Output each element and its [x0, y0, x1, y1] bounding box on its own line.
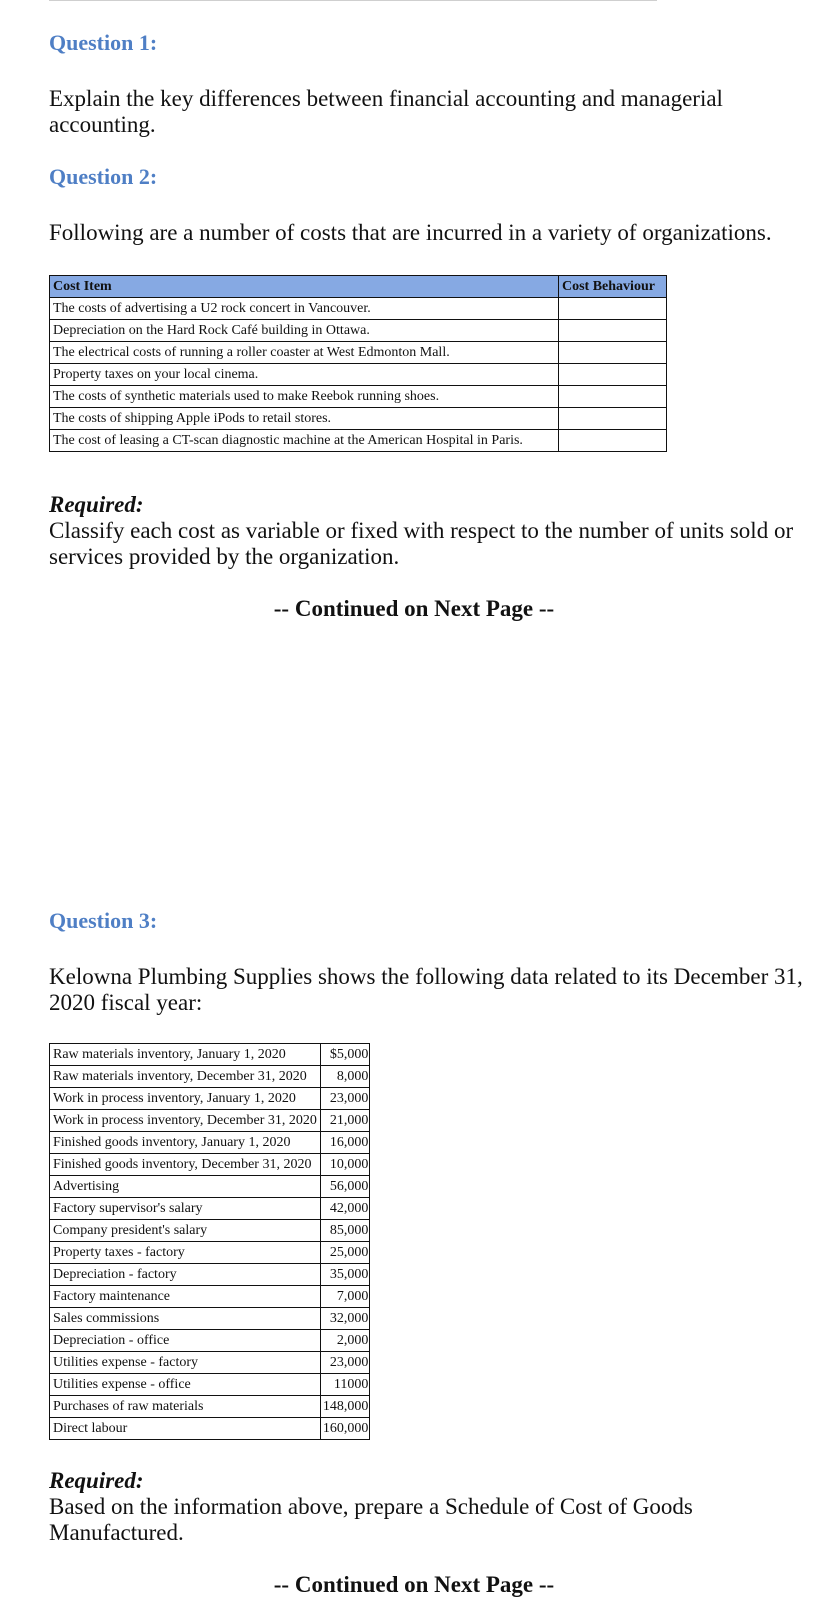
continued-note: -- Continued on Next Page --: [273, 596, 555, 621]
item-amount-cell: 35,000: [320, 1264, 370, 1286]
item-label-cell: Raw materials inventory, December 31, 2020: [50, 1066, 321, 1088]
table-row: [50, 298, 667, 320]
table-row: [50, 1418, 370, 1440]
item-amount-cell: 85,000: [320, 1220, 370, 1242]
item-label-cell: Raw materials inventory, January 1, 2020: [50, 1044, 321, 1066]
item-label-cell: Work in process inventory, December 31, 2020: [50, 1110, 321, 1132]
table-row: [50, 1264, 370, 1286]
item-label-cell: Sales commissions: [50, 1308, 321, 1330]
cost-behaviour-table: [49, 275, 667, 452]
question-2-heading: Question 2:: [49, 164, 158, 189]
table-row: [50, 342, 667, 364]
table-row: [50, 1154, 370, 1176]
item-amount-cell: 25,000: [320, 1242, 370, 1264]
question-1-heading: Question 1:: [49, 30, 158, 55]
item-amount-cell: 148,000: [320, 1396, 370, 1418]
item-label-cell: Utilities expense - office: [50, 1374, 321, 1396]
top-divider: [49, 0, 657, 1]
item-amount-cell: 10,000: [320, 1154, 370, 1176]
item-amount-cell: 21,000: [320, 1110, 370, 1132]
item-label-cell: Factory supervisor's salary: [50, 1198, 321, 1220]
table-row: [50, 430, 667, 452]
table-row: [50, 1308, 370, 1330]
cost-item-cell: Property taxes on your local cinema.: [50, 364, 559, 386]
item-label-cell: Direct labour: [50, 1418, 321, 1440]
cost-behaviour-cell[interactable]: [559, 408, 667, 430]
item-label-cell: Factory maintenance: [50, 1286, 321, 1308]
table-row: [50, 1330, 370, 1352]
cost-item-cell: Depreciation on the Hard Rock Café building in Ottawa.: [50, 320, 559, 342]
table-row: [50, 1198, 370, 1220]
table-row: [50, 1176, 370, 1198]
table-row: [50, 1220, 370, 1242]
item-amount-cell: 160,000: [320, 1418, 370, 1440]
item-label-cell: Purchases of raw materials: [50, 1396, 321, 1418]
cost-behaviour-cell[interactable]: [559, 386, 667, 408]
table-row: [50, 1242, 370, 1264]
cost-behaviour-cell[interactable]: [559, 342, 667, 364]
continued-note: -- Continued on Next Page --: [273, 1572, 555, 1597]
item-amount-cell: 23,000: [320, 1352, 370, 1374]
item-amount-cell: 7,000: [320, 1286, 370, 1308]
cost-behaviour-cell[interactable]: [559, 364, 667, 386]
cost-item-cell: The costs of advertising a U2 rock concert in Vancouver.: [50, 298, 559, 320]
item-label-cell: Advertising: [50, 1176, 321, 1198]
table-row: [50, 1066, 370, 1088]
required-text: Classify each cost as variable or fixed with respect to the number of units sold or services provided by the organization.: [49, 518, 794, 569]
question-2-required: [49, 492, 819, 570]
table-row: [50, 1044, 370, 1066]
item-amount-cell: 2,000: [320, 1330, 370, 1352]
item-label-cell: Finished goods inventory, January 1, 2020: [50, 1132, 321, 1154]
item-label-cell: Company president's salary: [50, 1220, 321, 1242]
header-cost-item: Cost Item: [50, 276, 559, 298]
table-row: [50, 1286, 370, 1308]
table-row: [50, 1396, 370, 1418]
table-row: [50, 1110, 370, 1132]
question-1-text: Explain the key differences between financial accounting and managerial accounting.: [49, 86, 723, 137]
question-3-heading: Question 3:: [49, 908, 158, 933]
item-amount-cell: 42,000: [320, 1198, 370, 1220]
required-label: Required:: [49, 492, 144, 517]
cost-item-cell: The costs of shipping Apple iPods to retail stores.: [50, 408, 559, 430]
item-amount-cell: 11000: [320, 1374, 370, 1396]
table-row: [50, 1132, 370, 1154]
table-header-row: [50, 276, 667, 298]
required-text: Based on the information above, prepare a Schedule of Cost of Goods Manufactured.: [49, 1494, 693, 1545]
item-label-cell: Property taxes - factory: [50, 1242, 321, 1264]
cost-item-cell: The electrical costs of running a roller coaster at West Edmonton Mall.: [50, 342, 559, 364]
item-label-cell: Finished goods inventory, December 31, 2020: [50, 1154, 321, 1176]
question-3-required: [49, 1468, 789, 1546]
item-label-cell: Depreciation - factory: [50, 1264, 321, 1286]
item-amount-cell: 56,000: [320, 1176, 370, 1198]
item-amount-cell: 32,000: [320, 1308, 370, 1330]
cost-item-cell: The costs of synthetic materials used to make Reebok running shoes.: [50, 386, 559, 408]
item-amount-cell: 16,000: [320, 1132, 370, 1154]
question-3-intro: Kelowna Plumbing Supplies shows the following data related to its December 31, 2020 fiscal year:: [49, 964, 803, 1015]
fiscal-data-table: [49, 1043, 370, 1440]
table-row: [50, 1088, 370, 1110]
required-label: Required:: [49, 1468, 144, 1493]
cost-behaviour-cell[interactable]: [559, 320, 667, 342]
item-label-cell: Utilities expense - factory: [50, 1352, 321, 1374]
item-label-cell: Work in process inventory, January 1, 2020: [50, 1088, 321, 1110]
table-row: [50, 364, 667, 386]
table-row: [50, 386, 667, 408]
item-amount-cell: $5,000: [320, 1044, 370, 1066]
table-row: [50, 1352, 370, 1374]
question-2-intro: Following are a number of costs that are incurred in a variety of organizations.: [49, 220, 772, 245]
cost-behaviour-cell[interactable]: [559, 298, 667, 320]
table-row: [50, 320, 667, 342]
cost-behaviour-cell[interactable]: [559, 430, 667, 452]
item-amount-cell: 8,000: [320, 1066, 370, 1088]
cost-item-cell: The cost of leasing a CT-scan diagnostic machine at the American Hospital in Paris.: [50, 430, 559, 452]
table-row: [50, 1374, 370, 1396]
table-row: [50, 408, 667, 430]
item-label-cell: Depreciation - office: [50, 1330, 321, 1352]
header-cost-behaviour: Cost Behaviour: [559, 276, 667, 298]
item-amount-cell: 23,000: [320, 1088, 370, 1110]
